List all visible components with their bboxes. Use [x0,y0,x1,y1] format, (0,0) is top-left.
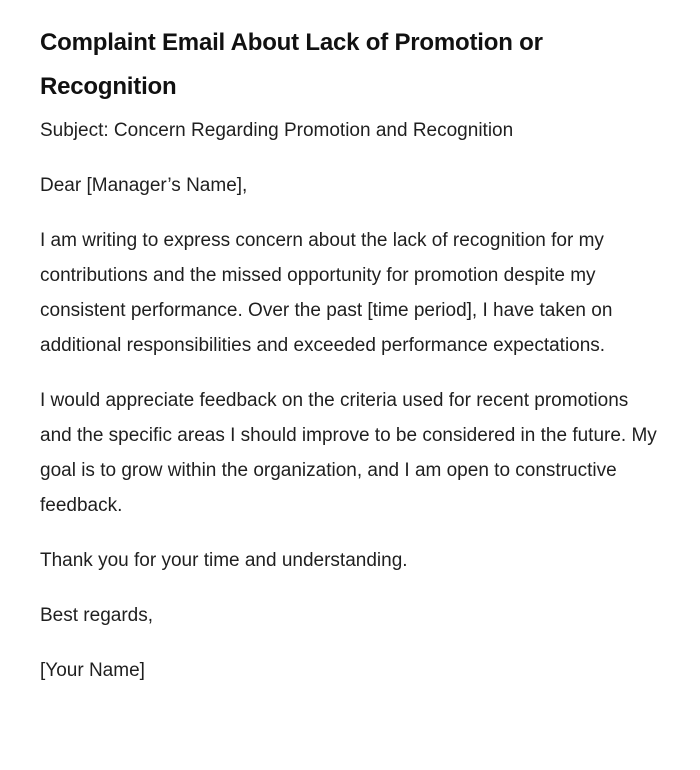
email-closing: Best regards, [40,605,153,626]
email-greeting: Dear [Manager’s Name], [40,175,248,196]
email-paragraph-concern: I am writing to express concern about the lack of recognition for my contributions and the missed opportunity for promotion despite my consistent performance. Over the past [time period], I have taken on additional responsibilities and exceeded performance expectations. [40,230,613,356]
email-subject: Subject: Concern Regarding Promotion and Recognition [40,120,514,141]
email-paragraph-thanks: Thank you for your time and understanding. [40,550,408,571]
document-title: Complaint Email About Lack of Promotion or Recognition [40,29,543,100]
email-signature: [Your Name] [40,660,145,681]
email-paragraph-request: I would appreciate feedback on the criteria used for recent promotions and the specific areas I should improve to be considered in the future. My goal is to grow within the organization, and I am open to constructive feedback. [40,390,657,516]
